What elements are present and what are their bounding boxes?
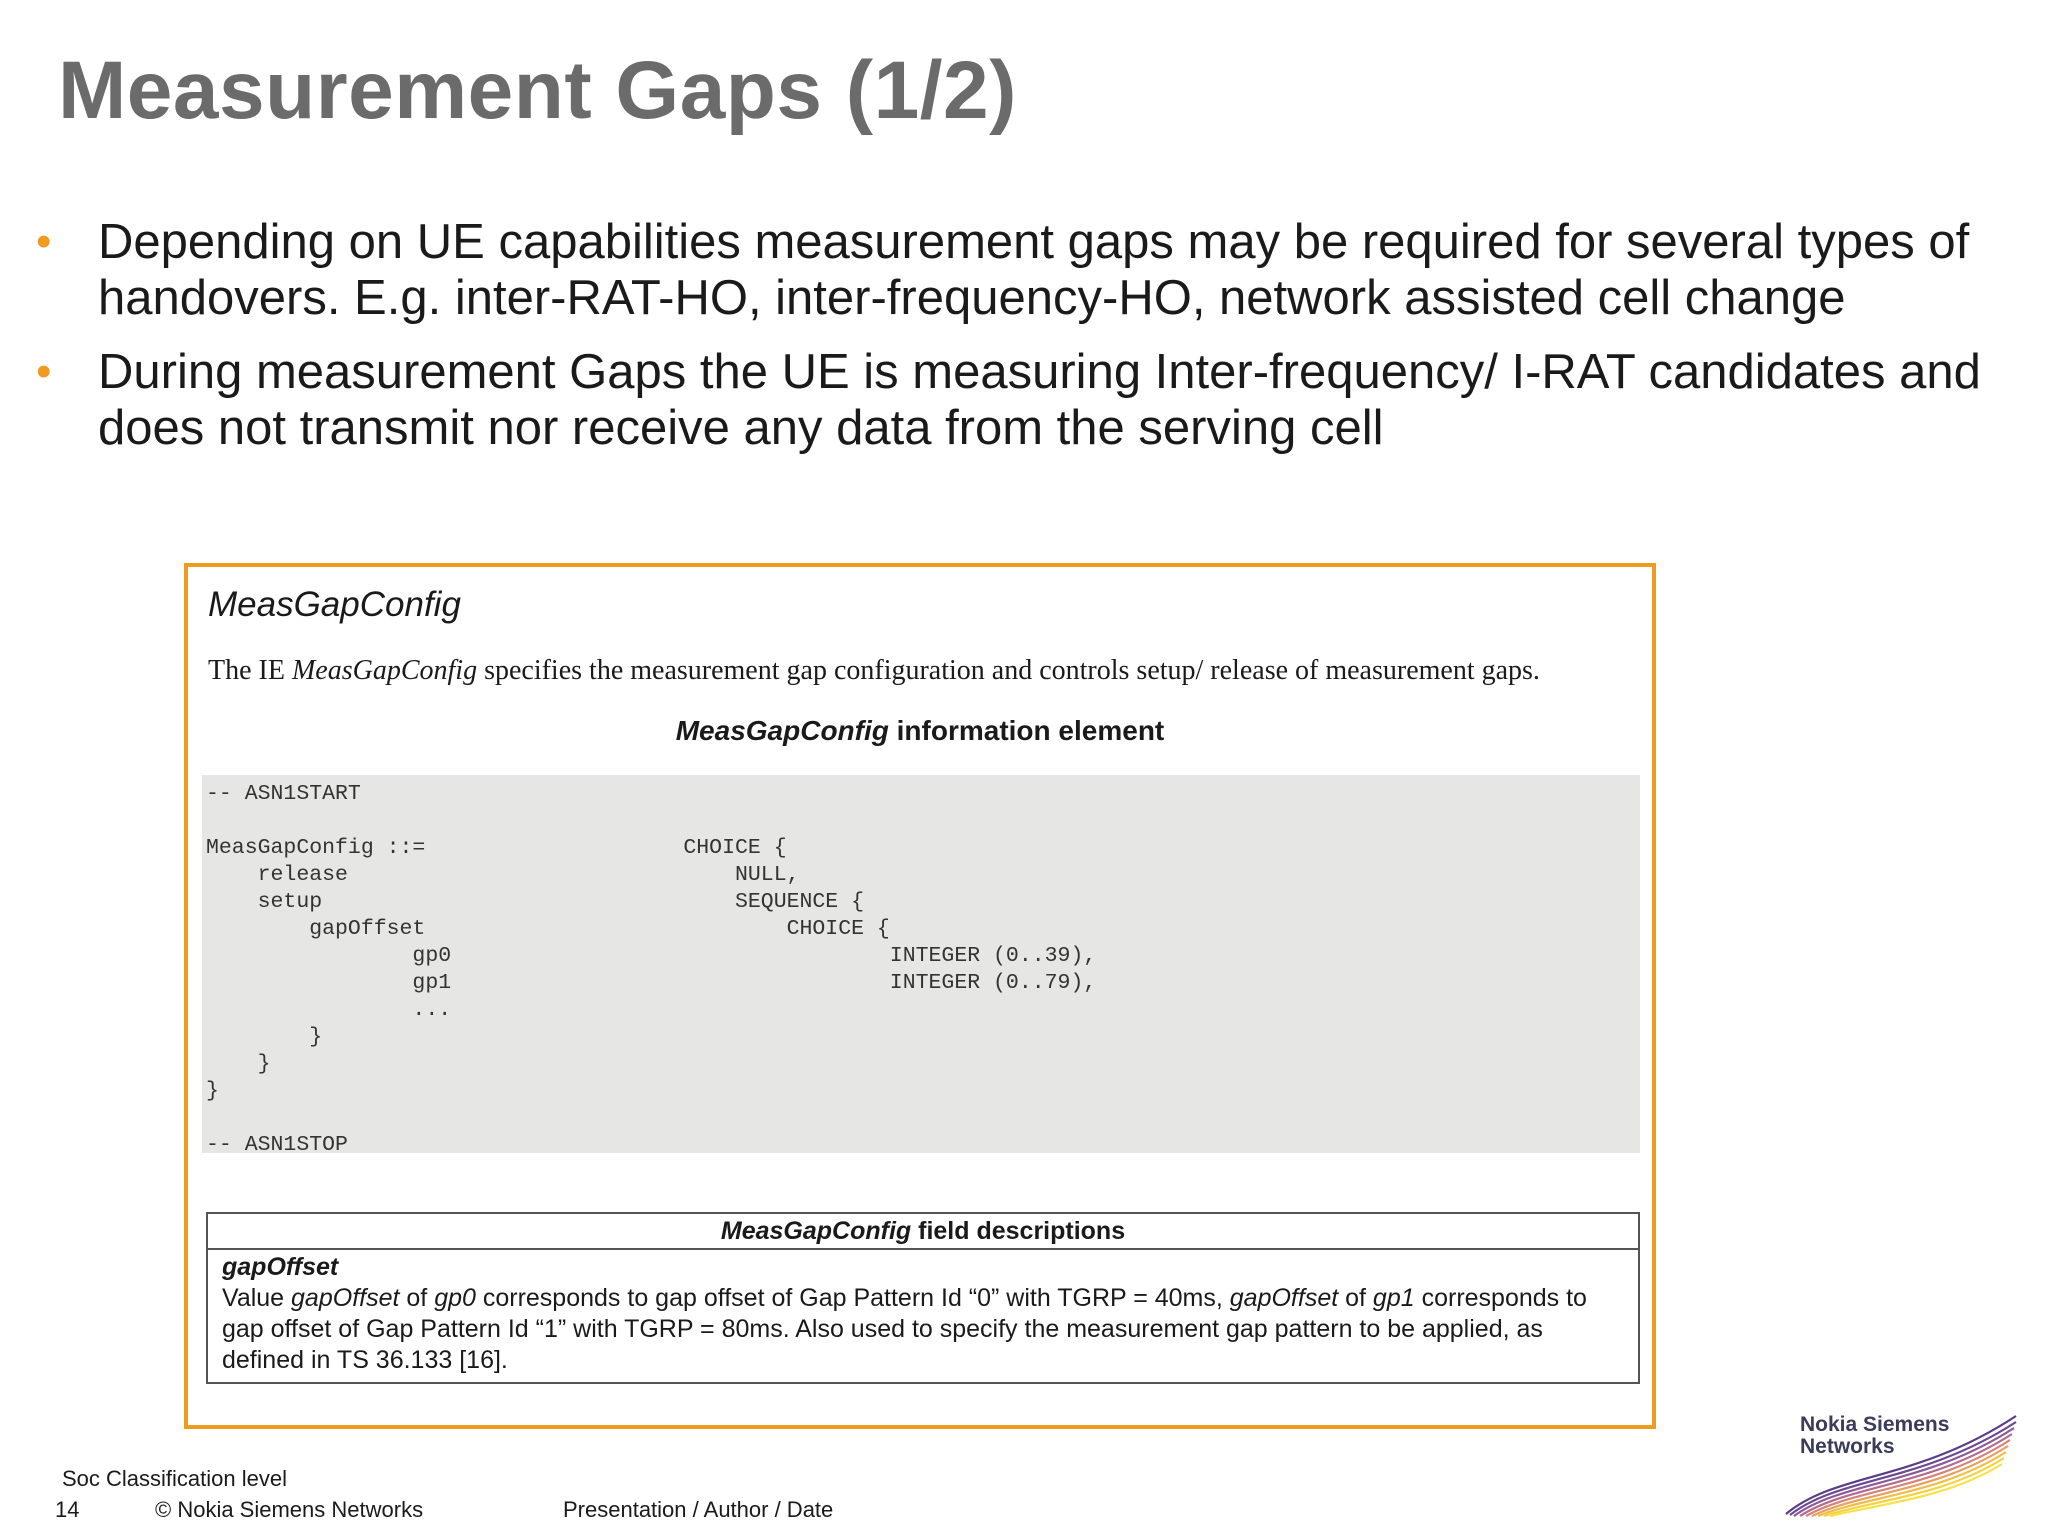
presentation-info: Presentation / Author / Date [563, 1497, 834, 1522]
table-row [208, 1250, 1638, 1382]
desc-part: of [399, 1284, 435, 1312]
desc-part: gp1 [1372, 1284, 1415, 1312]
heading-suffix: information element [888, 715, 1165, 746]
table-header [208, 1214, 1638, 1250]
ie-name-heading: MeasGapConfig [208, 585, 461, 624]
desc-part: gapOffset [1229, 1284, 1339, 1312]
desc-part: corresponds to gap offset of Gap Pattern Id “1” with TGRP = 80ms. Also used to specify the measurement gap pattern to be applied, as defined in TS 36.133 [16]. [222, 1284, 1587, 1374]
bullet-text: Depending on UE capabilities measurement gaps may be required for several types of handovers. E.g. inter-RAT-HO, inter-frequency-HO, network assisted cell change [98, 215, 1970, 325]
classification-level: Soc Classification level [62, 1466, 287, 1491]
table-header-ie: MeasGapConfig [720, 1217, 912, 1245]
ie-description [208, 655, 1648, 687]
company-logo-text: Nokia Siemens Networks [1800, 1413, 1950, 1458]
bullet-item [36, 214, 1996, 326]
desc-part: of [1338, 1284, 1373, 1312]
bullet-dot-icon: • [36, 217, 52, 266]
desc-prefix: The IE [208, 655, 292, 686]
bullet-dot-icon: • [36, 347, 52, 396]
desc-part: Value [222, 1284, 292, 1312]
field-name: gapOffset [222, 1253, 339, 1281]
page-number: 14 [55, 1497, 80, 1522]
asn1-code-block: -- ASN1START MeasGapConfig ::= CHOICE { release NULL, setup SEQUENCE { gapOffset CHOICE { gp0 INTEGER (0..39), gp1 INTEGER (0..79), ... } } } -- ASN1STOP [202, 775, 1640, 1153]
desc-suffix: specifies the measurement gap configuration and controls setup/ release of measurement gaps. [477, 655, 1540, 686]
field-descriptions-table [206, 1212, 1640, 1384]
heading-ie-name: MeasGapConfig [675, 715, 889, 746]
slide-title: Measurement Gaps (1/2) [58, 45, 1017, 136]
desc-part: gapOffset [291, 1284, 400, 1312]
copyright-text: © Nokia Siemens Networks [155, 1497, 424, 1522]
information-element-heading [188, 715, 1652, 747]
bullet-list [36, 214, 1996, 474]
bullet-item [36, 344, 1996, 456]
table-header-suffix: field descriptions [911, 1217, 1126, 1245]
spec-excerpt-box [184, 563, 1656, 1429]
field-description [222, 1284, 1587, 1374]
footer-bar [55, 1497, 955, 1527]
desc-part: corresponds to gap offset of Gap Pattern Id “0” with TGRP = 40ms, [475, 1284, 1230, 1312]
desc-part: gp0 [434, 1284, 476, 1312]
desc-ie-name: MeasGapConfig [291, 655, 478, 686]
bullet-text: During measurement Gaps the UE is measuring Inter-frequency/ I-RAT candidates and does not transmit nor receive any data from the serving cell [98, 345, 1981, 455]
